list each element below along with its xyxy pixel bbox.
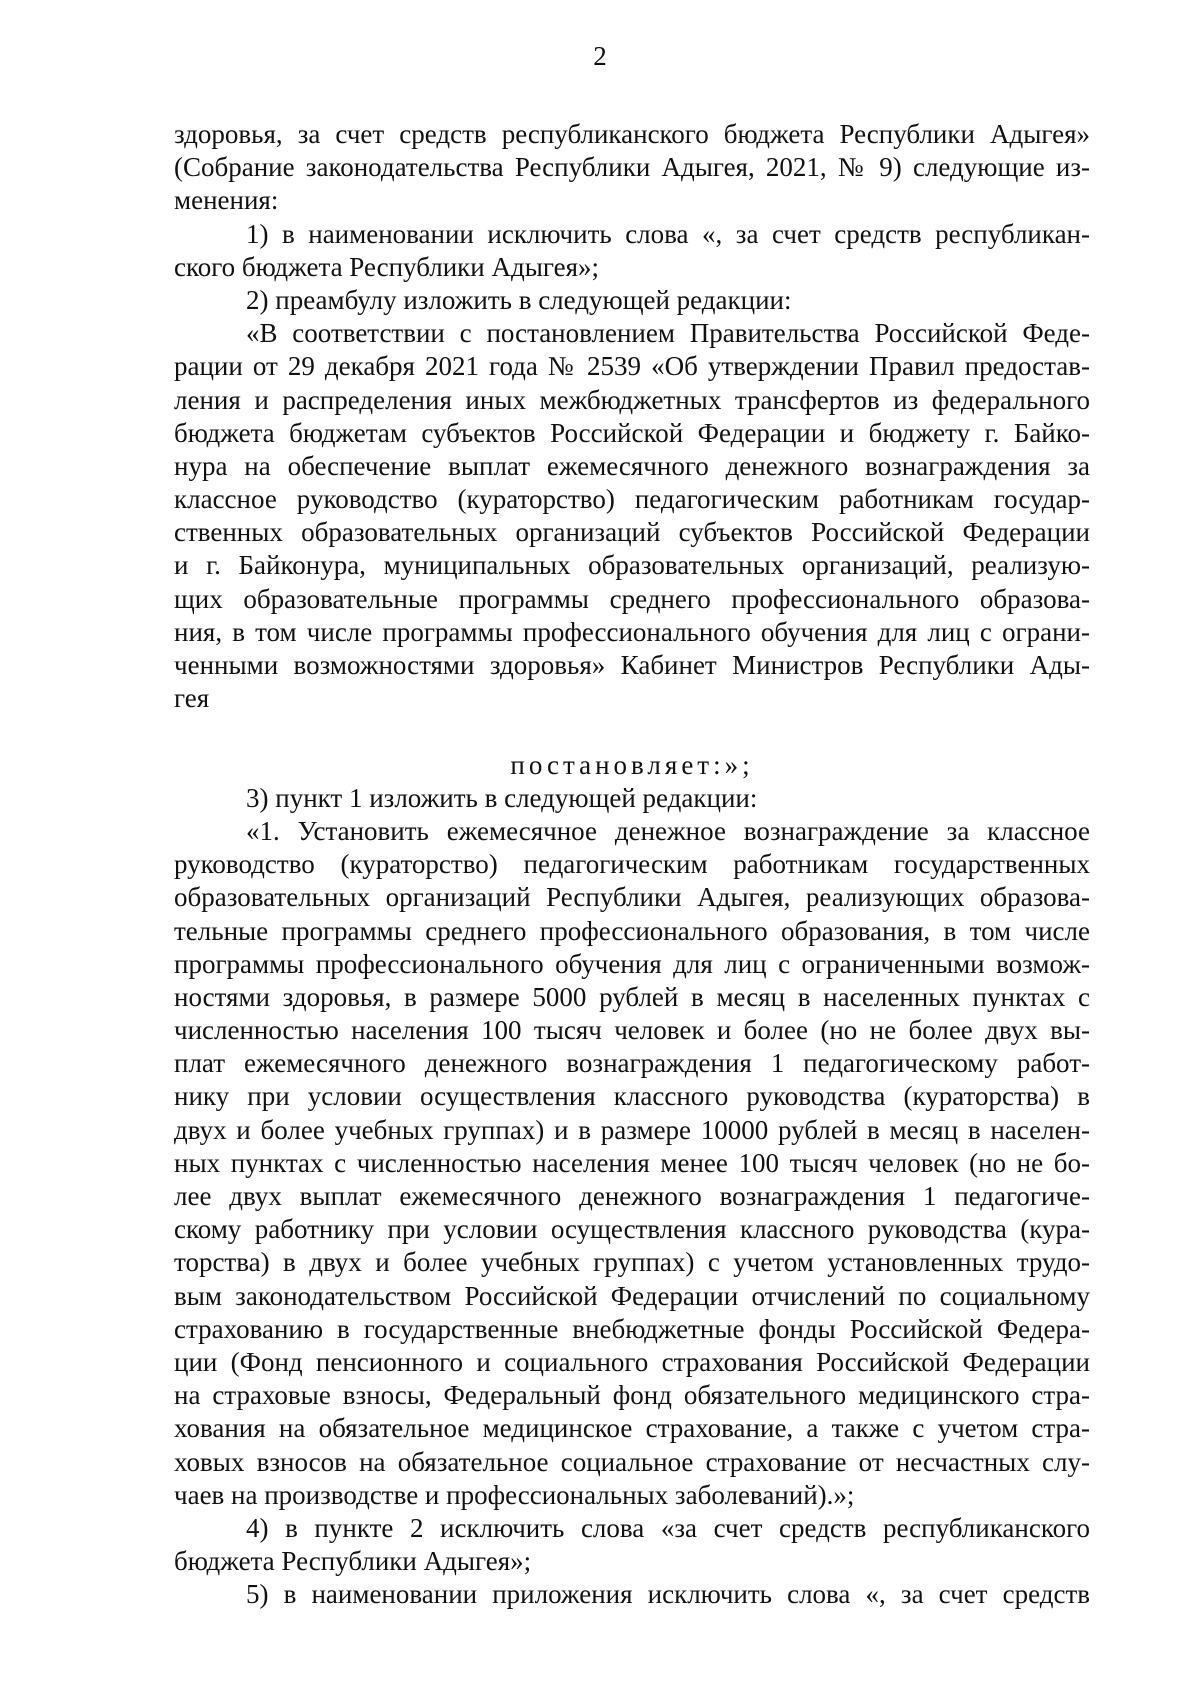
text-line: ния, в том числе программы профессионального обучения для лиц с ограни-	[174, 616, 1090, 647]
text-line: 1) в наименовании исключить слова «, за счет средств республикан-	[246, 218, 1090, 249]
text-line: ченными возможностями здоровья» Кабинет Министров Республики Ады-	[174, 650, 1090, 680]
text-line: щих образовательные программы среднего профессионального образова-	[174, 583, 1090, 614]
text-line: руководство (кураторство) педагогическим работникам государственных	[174, 849, 1090, 880]
text-line: бюджета Республики Адыгея»;	[174, 1546, 532, 1577]
text-line: вым законодательством Российской Федерации отчислений по социальному	[174, 1280, 1090, 1311]
text-line: хования на обязательное медицинское страхование, а также с учетом стра-	[174, 1413, 1090, 1444]
text-line: чаев на производстве и профессиональных заболеваний).»;	[174, 1479, 855, 1510]
text-line: на страховые взносы, Федеральный фонд обязательного медицинского стра-	[174, 1380, 1090, 1411]
document-body	[174, 118, 1090, 1611]
text-line: образовательных организаций Республики Адыгея, реализующих образова-	[174, 882, 1090, 913]
page-number: 2	[593, 41, 607, 71]
text-line: нура на обеспечение выплат ежемесячного денежного вознаграждения за	[174, 450, 1090, 481]
text-line: ственных образовательных организаций субъектов Российской Федерации	[174, 517, 1090, 548]
text-line: двух и более учебных группах) и в размере 10000 рублей в месяц в населен-	[174, 1114, 1090, 1145]
text-line: «1. Установить ежемесячное денежное вознаграждение за классное	[246, 815, 1090, 846]
text-line: плат ежемесячного денежного вознаграждения 1 педагогическому работ-	[174, 1048, 1090, 1079]
text-line: «В соответствии с постановлением Правительства Российской Феде-	[246, 318, 1090, 349]
text-line: и г. Байконура, муниципальных образовательных организаций, реализую-	[174, 550, 1090, 581]
text-line: 5) в наименовании приложения исключить слова «, за счет средств	[246, 1579, 1090, 1610]
text-line: ностями здоровья, в размере 5000 рублей в месяц в населенных пунктах с	[174, 981, 1090, 1012]
text-line: численностью населения 100 тысяч человек и более (но не более двух вы-	[174, 1015, 1090, 1046]
text-line: ского бюджета Республики Адыгея»;	[174, 251, 599, 282]
text-line: ления и распределения иных межбюджетных трансфертов из федерального	[174, 384, 1090, 415]
text-line: 4) в пункте 2 исключить слова «за счет средств республиканского	[246, 1512, 1090, 1543]
text-line: здоровья, за счет средств республиканского бюджета Республики Адыгея»	[174, 119, 1090, 149]
text-line: страхованию в государственные внебюджетные фонды Российской Федера-	[174, 1313, 1090, 1344]
text-line: менения:	[174, 185, 279, 216]
text-line: 2) преамбулу изложить в следующей редакции:	[246, 284, 792, 315]
text-line: скому работнику при условии осуществления классного руководства (кура-	[174, 1214, 1090, 1245]
text-line: 3) пункт 1 изложить в следующей редакции:	[246, 782, 758, 813]
text-line: торства) в двух и более учебных группах) с учетом установленных трудо-	[174, 1247, 1090, 1278]
blank-line	[174, 715, 1090, 748]
text-line: ховых взносов на обязательное социальное страхование от несчастных слу-	[174, 1446, 1090, 1477]
text-line: ции (Фонд пенсионного и социального страхования Российской Федерации	[174, 1346, 1090, 1377]
text-line: (Собрание законодательства Республики Адыгея, 2021, № 9) следующие из-	[174, 152, 1090, 183]
text-line: классное руководство (кураторство) педагогическим работникам государ-	[174, 484, 1090, 515]
resolution-word: постановляет:»;	[510, 749, 754, 780]
text-line: нику при условии осуществления классного руководства (кураторства) в	[174, 1081, 1090, 1112]
text-line: тельные программы среднего профессионального образования, в том числе	[174, 915, 1090, 946]
text-line: рации от 29 декабря 2021 года № 2539 «Об утверждении Правил предостав-	[174, 351, 1090, 382]
text-line: лее двух выплат ежемесячного денежного вознаграждения 1 педагогиче-	[174, 1181, 1090, 1211]
text-line: гея	[174, 683, 210, 714]
text-line: программы профессионального обучения для лиц с ограниченными возмож-	[174, 948, 1090, 979]
text-line: ных пунктах с численностью населения менее 100 тысяч человек (но не бо-	[174, 1147, 1090, 1178]
text-line: бюджета бюджетам субъектов Российской Федерации и бюджету г. Байко-	[174, 417, 1090, 448]
